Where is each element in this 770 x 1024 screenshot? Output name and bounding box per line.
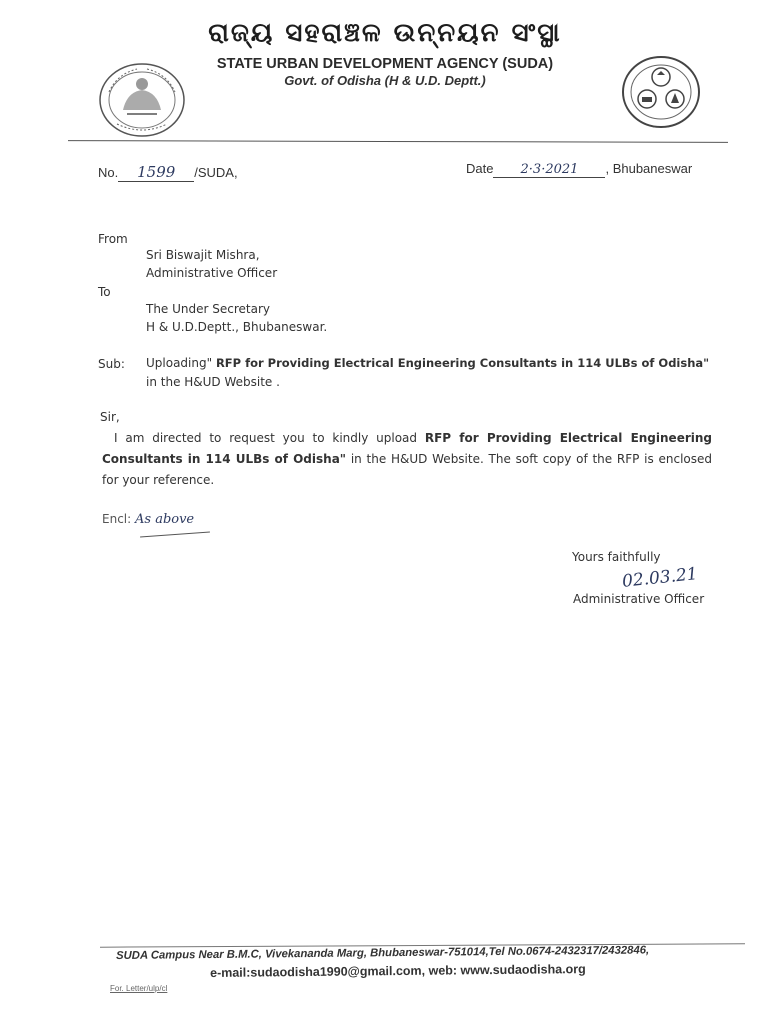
- paragraph-intro: I am directed to request you to kindly upload: [114, 431, 418, 445]
- subject-label: Sub:: [98, 357, 125, 371]
- subject-title: RFP for Providing Electrical Engineering Consultants in 114 ULBs of Odisha": [215, 356, 710, 370]
- paragraph-closing: in the H&UD Website. The soft copy of the RFP is enclosed for your reference.: [102, 452, 712, 487]
- letter-number-value: 1599: [118, 163, 194, 182]
- letter-paragraph: [102, 428, 712, 491]
- from-label: From: [98, 232, 128, 246]
- letter-date-suffix: , Bhubaneswar: [605, 161, 693, 176]
- to-department: H & U.D.Deptt., Bhubaneswar.: [146, 320, 328, 334]
- to-label: To: [98, 285, 111, 299]
- from-designation: Administrative Officer: [146, 266, 278, 280]
- closing-yours-faithfully: Yours faithfully: [572, 550, 661, 564]
- enclosure-value: As above: [135, 512, 195, 527]
- subject-prefix: Uploading": [146, 356, 213, 370]
- letter-number-suffix: /SUDA,: [194, 165, 238, 180]
- enclosure: [102, 512, 194, 527]
- from-name: Sri Biswajit Mishra,: [146, 248, 260, 262]
- footer-address: SUDA Campus Near B.M.C, Vivekananda Marg, Bhubaneswar-751014,Tel No.0674-2432317/2432846,: [116, 944, 650, 962]
- subject-line: [146, 356, 726, 370]
- closing-designation: Administrative Officer: [573, 592, 705, 606]
- enclosure-label: Encl:: [102, 512, 132, 526]
- header-divider: [68, 140, 728, 143]
- agency-title-odia: ରାଜ୍ୟ ସହରାଞ୍ଚଳ ଉନ୍ନୟନ ସଂସ୍ଥା: [208, 18, 562, 48]
- file-reference: For. Letter/ulp/cl: [110, 984, 168, 993]
- paragraph-rfp-title: RFP for Providing Electrical Engineering Consultants in 114 ULBs of Odisha": [102, 431, 712, 466]
- subject-suffix: in the H&UD Website .: [146, 375, 280, 389]
- signature: 02.03.21: [621, 564, 699, 592]
- agency-department: Govt. of Odisha (H & U.D. Deptt.): [284, 73, 486, 88]
- agency-title: STATE URBAN DEVELOPMENT AGENCY (SUDA): [216, 56, 554, 72]
- letter-number-prefix: No.: [98, 165, 119, 180]
- letter-date-prefix: Date: [466, 161, 494, 176]
- letter-number: [98, 163, 238, 182]
- enclosure-underline: [140, 532, 210, 538]
- footer-contact: e-mail:sudaodisha1990@gmail.com, web: www.sudaodisha.org: [210, 962, 586, 980]
- letter-date-value: 2·3·2021: [493, 162, 605, 178]
- salutation: Sir,: [100, 410, 120, 424]
- letter-date: [466, 161, 692, 178]
- to-recipient: The Under Secretary: [146, 302, 271, 316]
